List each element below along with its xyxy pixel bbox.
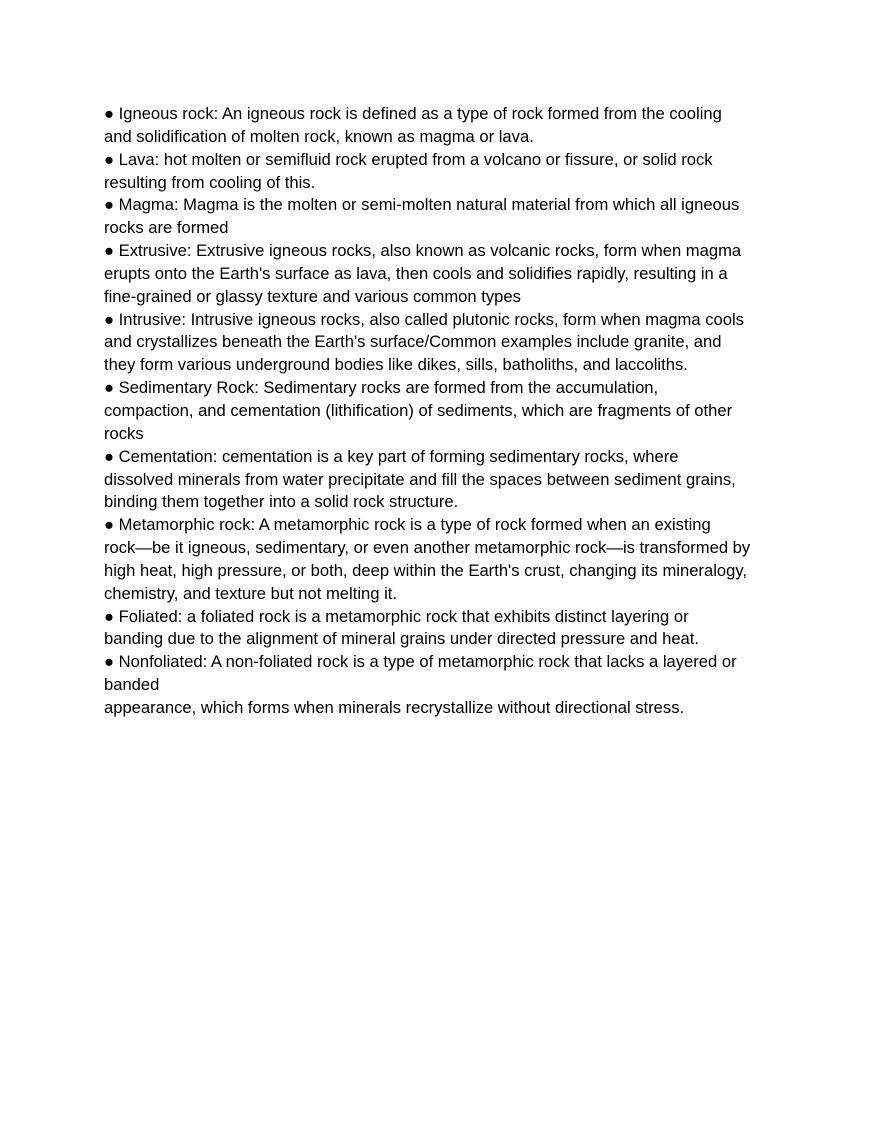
text-line: ● Extrusive: Extrusive igneous rocks, also known as volcanic rocks, form when magma <box>104 241 742 261</box>
entry-metamorphic-rock <box>104 514 784 605</box>
text-line: chemistry, and texture but not melting it. <box>104 583 397 603</box>
entry-intrusive <box>104 309 784 378</box>
text-line: banding due to the alignment of mineral grains under directed pressure and heat. <box>104 629 699 649</box>
text-line: banded <box>104 675 160 695</box>
entry-extrusive <box>104 240 784 309</box>
text-line: and crystallizes beneath the Earth's surface/Common examples include granite, and <box>104 332 722 352</box>
text-line: dissolved minerals from water precipitate and fill the spaces between sediment grains, <box>104 469 736 489</box>
text-line: ● Intrusive: Intrusive igneous rocks, also called plutonic rocks, form when magma cools <box>104 309 744 329</box>
text-line: ● Lava: hot molten or semifluid rock erupted from a volcano or fissure, or solid rock <box>104 149 713 169</box>
text-line: rock—be it igneous, sedimentary, or even another metamorphic rock—is transformed by <box>104 538 751 558</box>
text-line: ● Igneous rock: An igneous rock is defined as a type of rock formed from the cooling <box>104 104 722 123</box>
text-line: compaction, and cementation (lithification) of sediments, which are fragments of other <box>104 400 733 420</box>
entry-lava <box>104 149 784 195</box>
text-line: and solidification of molten rock, known as magma or lava. <box>104 126 534 146</box>
entry-nonfoliated <box>104 651 784 720</box>
text-line: fine-grained or glassy texture and various common types <box>104 286 521 306</box>
text-line: binding them together into a solid rock structure. <box>104 492 459 512</box>
text-line: erupts onto the Earth's surface as lava, then cools and solidifies rapidly, resulting in a <box>104 263 728 283</box>
text-line: ● Cementation: cementation is a key part of forming sedimentary rocks, where <box>104 446 679 466</box>
text-line: appearance, which forms when minerals recrystallize without directional stress. <box>104 697 685 717</box>
text-line: ● Sedimentary Rock: Sedimentary rocks are formed from the accumulation, <box>104 378 659 398</box>
entry-foliated <box>104 606 784 652</box>
text-line: ● Magma: Magma is the molten or semi-molten natural material from which all igneous <box>104 195 740 215</box>
text-line: ● Metamorphic rock: A metamorphic rock is a type of rock formed when an existing <box>104 515 711 535</box>
text-line: resulting from cooling of this. <box>104 172 316 192</box>
text-line: they form various underground bodies like dikes, sills, batholiths, and laccoliths. <box>104 355 688 375</box>
text-line: rocks are formed <box>104 218 229 238</box>
text-line: ● Nonfoliated: A non-foliated rock is a type of metamorphic rock that lacks a layered or <box>104 652 737 672</box>
entry-magma <box>104 194 784 240</box>
entry-sedimentary-rock <box>104 377 784 446</box>
document-body <box>104 103 784 720</box>
entry-igneous-rock <box>104 103 784 149</box>
text-line: ● Foliated: a foliated rock is a metamorphic rock that exhibits distinct layering or <box>104 606 689 626</box>
text-line: rocks <box>104 423 144 443</box>
text-line: high heat, high pressure, or both, deep within the Earth's crust, changing its mineralogy, <box>104 560 748 580</box>
entry-cementation <box>104 446 784 515</box>
